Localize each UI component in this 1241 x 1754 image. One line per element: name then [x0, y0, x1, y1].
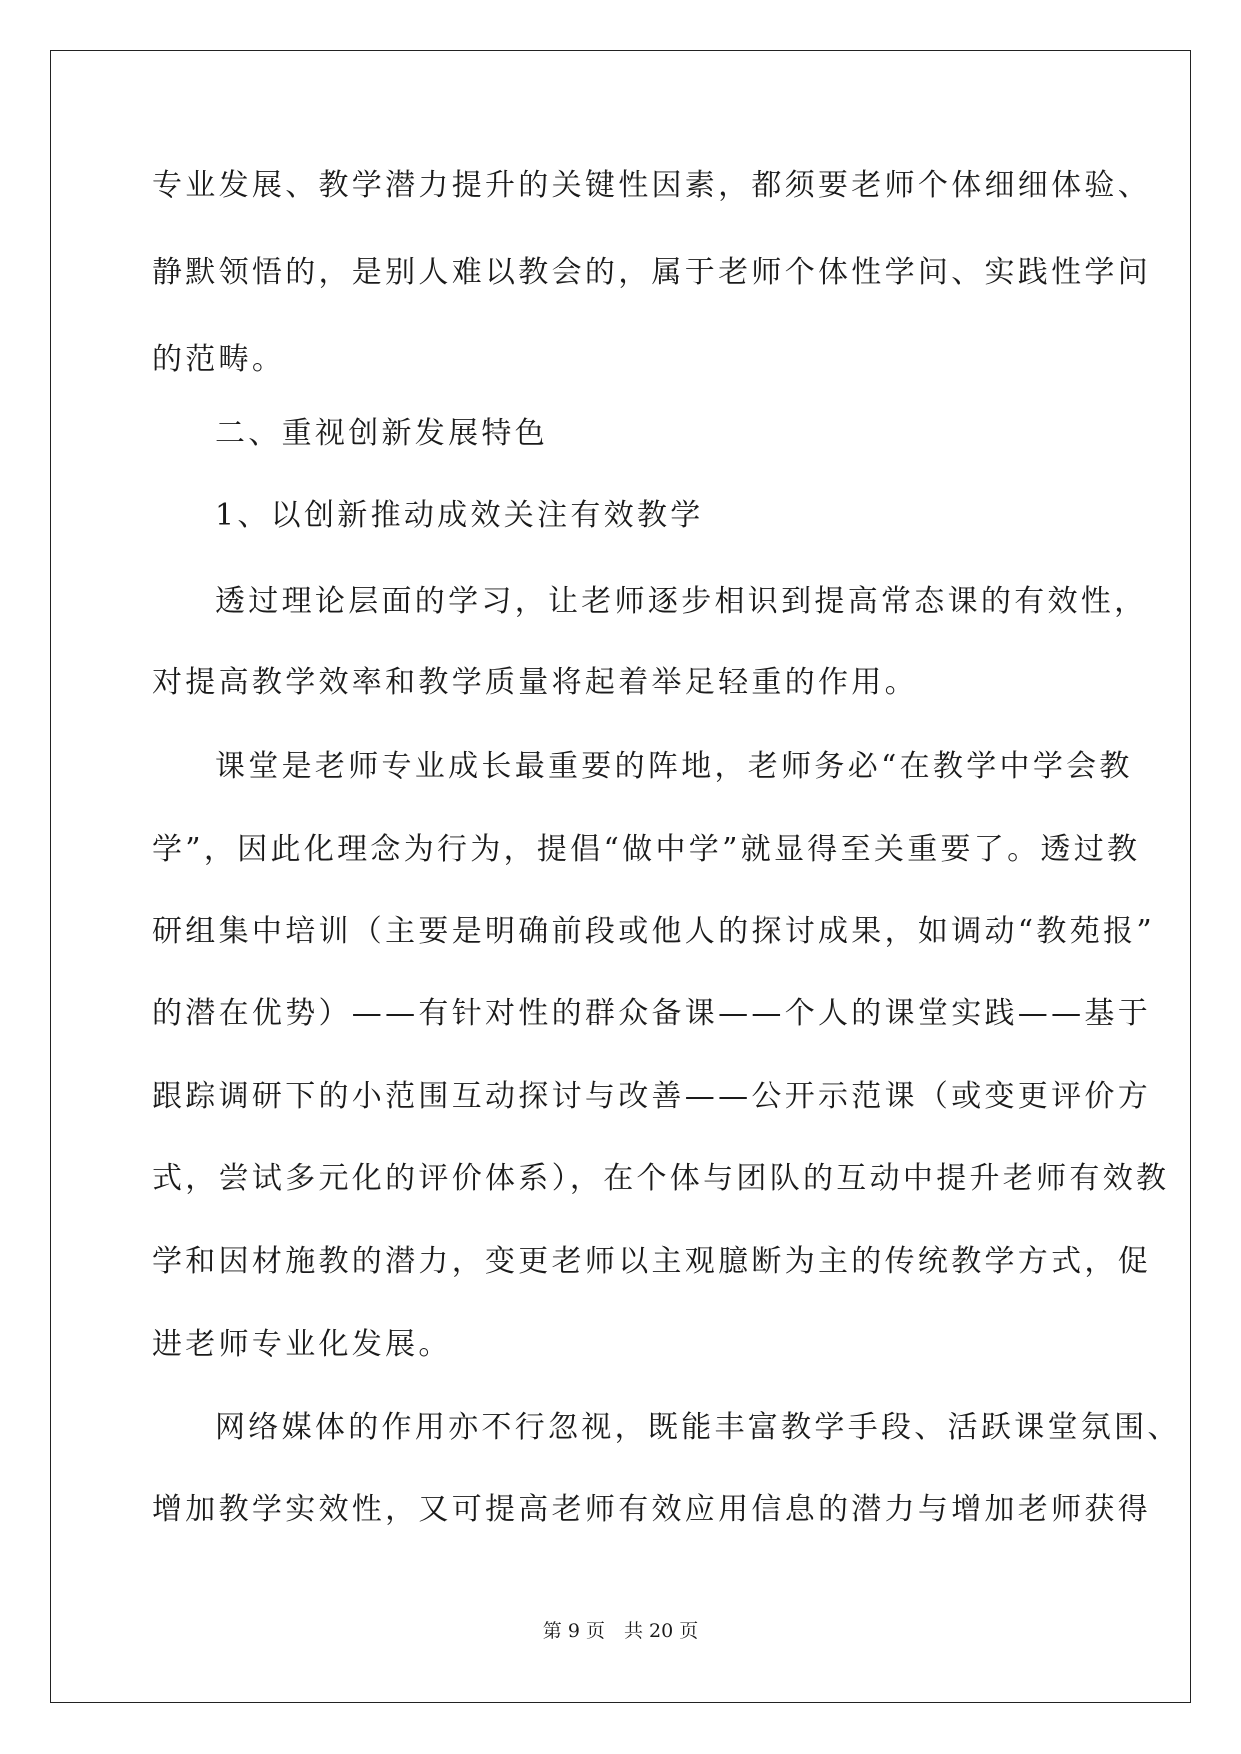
page-frame	[50, 50, 1191, 1703]
paragraph-line: 的潜在优势）——有针对性的群众备课——个人的课堂实践——基于	[152, 996, 1151, 1031]
paragraph-line: 进老师专业化发展。	[152, 1327, 452, 1362]
paragraph-line: 式，尝试多元化的评价体系），在个体与团队的互动中提升老师有效教	[152, 1161, 1170, 1196]
paragraph-line: 研组集中培训（主要是明确前段或他人的探讨成果，如调动“教苑报”	[152, 914, 1155, 949]
subsection-heading: 1、以创新推动成效关注有效教学	[215, 498, 704, 533]
paragraph-line: 专业发展、教学潜力提升的关键性因素，都须要老师个体细细体验、	[152, 168, 1151, 203]
paragraph-line: 课堂是老师专业成长最重要的阵地，老师务必“在教学中学会教	[215, 749, 1133, 784]
paragraph-line: 的范畴。	[152, 342, 286, 377]
section-heading: 二、重视创新发展特色	[215, 416, 548, 451]
paragraph-line: 静默领悟的，是别人难以教会的，属于老师个体性学问、实践性学问	[152, 255, 1151, 290]
paragraph-line: 跟踪调研下的小范围互动探讨与改善——公开示范课（或变更评价方	[152, 1079, 1151, 1114]
paragraph-line: 网络媒体的作用亦不行忽视，既能丰富教学手段、活跃课堂氛围、	[215, 1410, 1181, 1445]
paragraph-line: 学”，因此化理念为行为，提倡“做中学”就显得至关重要了。透过教	[152, 832, 1141, 867]
paragraph-line: 增加教学实效性，又可提高老师有效应用信息的潜力与增加老师获得	[152, 1492, 1151, 1527]
paragraph-line: 学和因材施教的潜力，变更老师以主观臆断为主的传统教学方式，促	[152, 1244, 1151, 1279]
paragraph-line: 透过理论层面的学习，让老师逐步相识到提高常态课的有效性，	[215, 584, 1148, 619]
paragraph-line: 对提高教学效率和教学质量将起着举足轻重的作用。	[152, 665, 918, 700]
page-number-footer: 第 9 页 共 20 页	[542, 1620, 699, 1642]
